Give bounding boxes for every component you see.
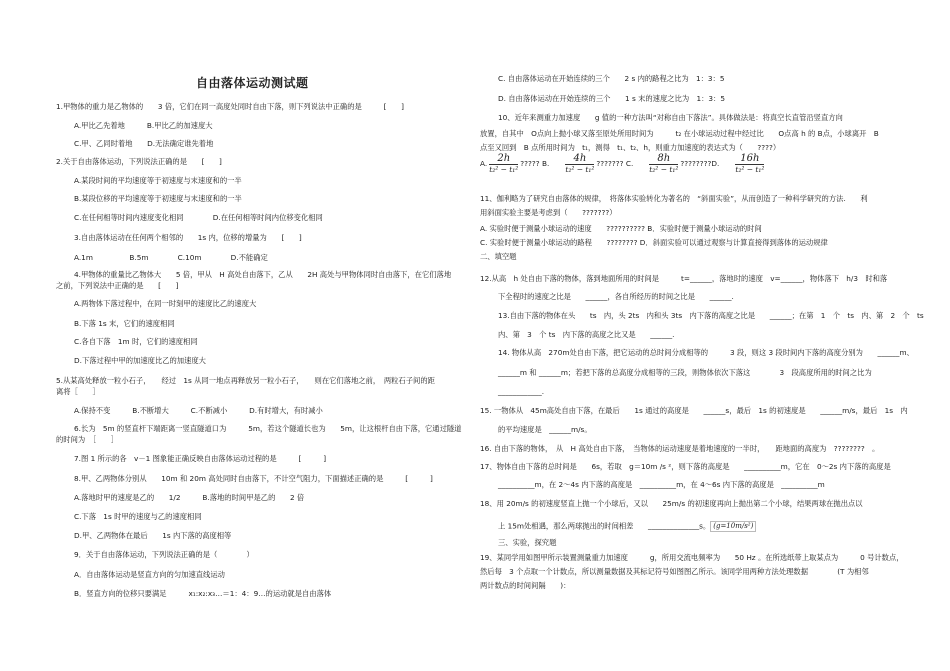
fraction-numerator: 16h <box>735 153 764 165</box>
left-line: 7.图 1 所示的各 v－1 图象能正确反映自由落体运动过程的是 [ ] <box>74 454 327 463</box>
right-line: 两计数点的时间间隔 )： <box>480 581 571 590</box>
fraction-numerator: 2h <box>489 153 518 165</box>
left-line: 5.从某高处释放一粒小石子， 经过 1s 从同一地点再释放另一粒小石子， 则在它们落地之前， 两粒石子间的距 <box>56 376 435 385</box>
right-line: 用斜面实验主要是考虑到（ ???????） <box>480 208 617 217</box>
left-line: 4.甲物体的重量比乙物体大 5 倍，甲从 H 高处自由落下，乙从 2H 高处与甲物体同时自由落下，在它们落地 <box>74 270 452 279</box>
q10-option-fraction <box>649 153 678 174</box>
right-line: 12.从高 h 处自由下落的物体，落到地面所用的时间是 t=______，落地时的速度 v=______，物体落下 h/3 时和落 <box>480 274 888 283</box>
left-line: D.甲、乙两物体在最后 1s 内下落的高度相等 <box>74 531 232 540</box>
fraction-numerator: 4h <box>565 153 594 165</box>
left-line: B．竖直方向的位移只要满足 x₁:x₂:x₃…＝1：4：9…的运动就是自由落体 <box>74 589 332 598</box>
right-line: 的平均速度是 ______m/s。 <box>498 425 592 434</box>
right-line: 放置，自其中 O点向上抛小球又落至原处所用时间为 t₂ 在小球运动过程中经过比 O点高 h 的 B点，小球离开 B <box>480 129 879 138</box>
right-line: 19、某同学用如图甲所示装置测量重力加速度 g，所用交流电频率为 50 Hz 。在所选纸带上取某点为 0 号计数点， <box>480 553 904 562</box>
left-line: C.下落 1s 时甲的速度与乙的速度相同 <box>74 512 202 521</box>
fraction-denominator: t₂² − t₁² <box>649 165 679 174</box>
right-line: 13.自由下落的物体在头 ts 内，头 2ts 内和头 3ts 内下落的高度之比是 ______；在第 1 个 ts 内、第 2 个 ts <box>498 311 924 320</box>
q10-option-fraction <box>735 153 764 174</box>
right-line: 下全程时的速度之比是 ______，各自所经历的时间之比是 ______. <box>498 292 734 301</box>
right-line: D. 自由落体运动在开始连续的三个 1 s 末的速度之比为 1：3：5 <box>498 94 725 103</box>
right-line: 17、物体自由下落的总时间是 6s，若取 g＝10m /s ²，则下落的高度是 __________m，它在 0～2s 内下落的高度是 <box>480 462 891 471</box>
q10-answer-options <box>480 153 766 174</box>
left-line: C.各自下落 1m 时，它们的速度相同 <box>74 337 198 346</box>
q10-option-fraction <box>565 153 594 174</box>
left-line: 之前，下列说法中正确的是 [ ] <box>56 281 179 290</box>
right-line: 15. 一物体从 45m高处自由下落，在最后 1s 通过的高度是 ______s，最后 1s 的初速度是 ______m/s，最后 1s 内 <box>480 406 908 415</box>
left-line: A.1m B.5m C.10m D.不能确定 <box>74 253 268 262</box>
page-title: 自由落体运动测试题 <box>196 76 309 90</box>
q10-option-separator: ????? B. <box>520 159 550 168</box>
left-line: D.下落过程中甲的加速度比乙的加速度大 <box>74 356 206 365</box>
left-line: 2.关于自由落体运动，下列说法正确的是 [ ] <box>56 157 222 166</box>
left-line: 6.长为 5m 的竖直杆下端距离一竖直隧道口为 5m，若这个隧道长也为 5m，让这根杆自由下落，它通过隧道 <box>74 424 462 433</box>
right-line: __________m，在 2～4s 内下落的高度是 __________m，在 4～6s 内下落的高度是 __________m <box>498 480 825 489</box>
left-line: B.某段位移的平均速度等于初速度与末速度和的一半 <box>74 194 242 203</box>
right-line: 18、用 20m/s 的初速度竖直上抛一个小球后，又以 25m/s 的初速度再向上抛出第二个小球，结果两球在抛出点以 <box>480 499 863 508</box>
left-line: B.下落 1s 末，它们的速度相同 <box>74 319 175 328</box>
right-line: C. 自由落体运动在开始连续的三个 2 s 内的路程之比为 1：3：5 <box>498 74 725 83</box>
left-line: 3.自由落体运动在任何两个相邻的 1s 内，位移的增量为 [ ] <box>74 233 302 242</box>
left-line: A.甲比乙先着地 B.甲比乙的加速度大 <box>74 121 213 130</box>
right-line: 点至又回到 B 点所用时间为 t₁，测得 t₁、t₂、h，则重力加速度的表达式为（ ????） <box>480 143 781 152</box>
left-line: A．自由落体运动是竖直方向的匀加速直线运动 <box>74 570 225 579</box>
right-line: ______m 和 ______m；若把下落的总高度分成相等的三段，则物体依次下落这 3 段高度所用的时间之比为 <box>498 368 872 377</box>
left-line: 8.甲、乙两物体分别从 10m 和 20m 高处同时自由落下，不计空气阻力，下面描述正确的是 [ ] <box>74 474 433 483</box>
right-line: 三、实验，探究题 <box>498 538 557 547</box>
left-line: 离将［ ］ <box>56 387 100 396</box>
left-line: 的时间为 ［ ］ <box>56 435 119 444</box>
right-line: 11、伽利略为了研究自由落体的规律， 将落体实验转化为著名的 “斜面实验”，从而创造了一种科学研究的方法. 利 <box>480 194 868 203</box>
left-line: 9．关于自由落体运动，下列说法正确的是（ ） <box>74 550 254 559</box>
q18-formula: (g=10m/s²) <box>710 521 756 532</box>
left-line: A.两物体下落过程中，在同一时刻甲的速度比乙的速度大 <box>74 299 257 308</box>
right-line: C. 实验时便于测量小球运动的路程 ???????? D．斜面实验可以通过观察与计算直接得到落体的运动规律 <box>480 238 828 247</box>
right-line: 上 15m处相遇，那么两球抛出的时间相差 ______________s。 (g=10m/s²) <box>498 521 756 532</box>
q10-option-separator: ????????D. <box>680 159 720 168</box>
right-line: 二、填空题 <box>480 252 517 261</box>
fraction-denominator: t₂² − t₁² <box>735 165 765 174</box>
left-line: A.保持不变 B.不断增大 C.不断减小 D.有时增大，有时减小 <box>74 406 323 415</box>
left-line: C.甲、乙同时着地 D.无法确定谁先着地 <box>74 139 214 148</box>
fraction-denominator: t₂² − t₁² <box>565 165 595 174</box>
fraction-numerator: 8h <box>649 153 678 165</box>
right-line: 16. 自由下落的物体， 从 H 高处自由下落， 当物体的运动速度是着地速度的一半时， 距地面的高度为 ???????? 。 <box>480 444 880 453</box>
q10-option-fraction <box>489 153 518 174</box>
fraction-denominator: t₂² − t₁² <box>489 165 519 174</box>
right-line: ____________. <box>498 387 545 396</box>
left-line: 1.甲物体的重力是乙物体的 3 倍，它们在同一高度处同时自由下落，则下列说法中正确的是 [ ] <box>56 102 404 111</box>
left-line: A.某段时间的平均速度等于初速度与末速度和的一半 <box>74 176 242 185</box>
left-line: C.在任何相等时间内速度变化相同 D.在任何相等时间内位移变化相同 <box>74 213 323 222</box>
right-line: 然后每 3 个点取一个计数点，所以测量数据及其标记符号如图图乙所示。该同学用两种方法处理数据 (T 为相邻 <box>480 567 869 576</box>
q10-option-separator: ??????? C. <box>596 159 634 168</box>
right-line: 14. 物体从高 270m处自由下落，把它运动的总时间分成相等的 3 段，则这 3 段时间内下落的高度分别为 ______m、 <box>498 348 914 357</box>
right-line: 10、近年来测重力加速度 g 值的一种方法叫“对称自由下落法”。具体做法是：将真空长直管沿竖直方向 <box>498 113 843 122</box>
right-line: 内、第 3 个 ts 内下落的高度之比又是 ______. <box>498 330 675 339</box>
left-line: A.落地时甲的速度是乙的 1/2 B.落地的时间甲是乙的 2 倍 <box>74 493 305 502</box>
right-line: A. 实验时便于测量小球运动的速度 ?????????? B．实验时便于测量小球运动的时间 <box>480 224 762 233</box>
q10-option-label: A. <box>480 159 488 168</box>
